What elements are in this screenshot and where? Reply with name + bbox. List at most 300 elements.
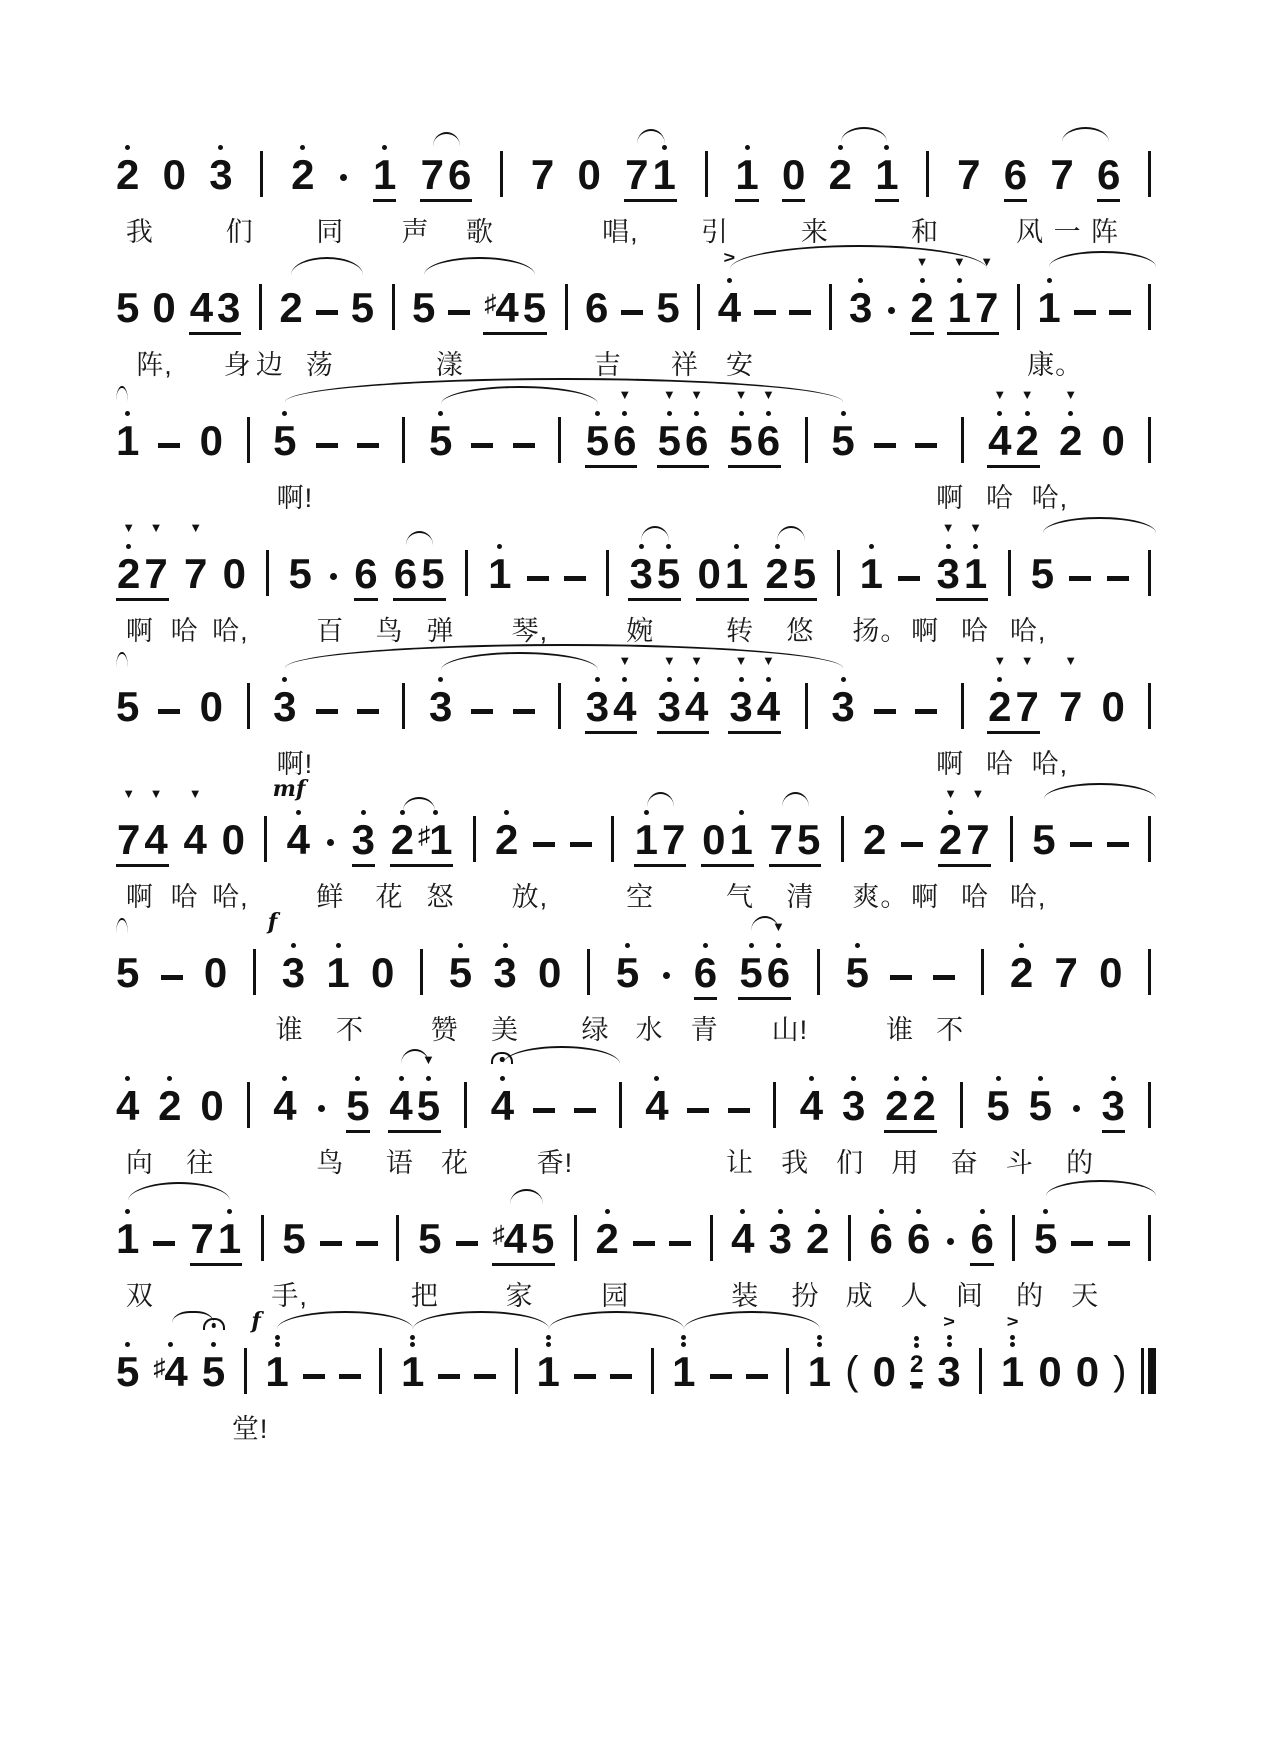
barline xyxy=(515,1348,518,1394)
octave-dots xyxy=(703,933,708,950)
octave-dot xyxy=(1111,1076,1116,1081)
octave-dot xyxy=(282,677,287,682)
octave-dots xyxy=(125,135,130,152)
note-token xyxy=(416,913,428,1000)
note-digit xyxy=(587,950,590,995)
lyric-syllable: 双 xyxy=(125,1281,154,1311)
lyric-syllable: 哈, xyxy=(1031,749,1069,779)
note-token xyxy=(585,248,608,335)
note-digit xyxy=(767,950,790,995)
lyric-row xyxy=(116,202,1156,245)
note-token xyxy=(163,115,186,202)
note-token xyxy=(870,1179,893,1266)
note-digit xyxy=(394,551,417,596)
digit-text: 6 xyxy=(684,417,709,464)
note-digit xyxy=(533,1083,555,1128)
note-token xyxy=(1004,115,1027,202)
note-digit xyxy=(817,950,820,995)
note-digit xyxy=(970,1216,993,1261)
digit-text: 0 xyxy=(162,151,186,198)
note-digit xyxy=(1037,285,1060,330)
note-digit xyxy=(1059,418,1082,463)
octave-dot xyxy=(497,544,502,549)
barline xyxy=(817,949,820,995)
note-digit xyxy=(488,551,511,596)
note-digit xyxy=(687,1083,709,1128)
octave-dot xyxy=(838,145,843,150)
lyric-syllable: 水 xyxy=(635,1015,664,1045)
digit-text: 1 xyxy=(729,816,753,863)
dash-note xyxy=(898,576,920,582)
digit-text: 2 xyxy=(390,816,415,863)
note-digit xyxy=(805,418,808,463)
octave-dot xyxy=(694,411,699,416)
staccato-mark xyxy=(942,514,955,534)
note-token xyxy=(660,913,672,1000)
digit-text: 4 xyxy=(189,284,214,331)
slur xyxy=(503,1046,621,1064)
note-token xyxy=(769,1046,781,1133)
octave-dots xyxy=(275,1332,280,1349)
note-token xyxy=(449,913,472,1000)
octave-dots xyxy=(1038,1066,1043,1083)
octave-dot xyxy=(667,411,672,416)
octave-dot xyxy=(817,1335,822,1340)
note-digit xyxy=(513,684,535,729)
octave-dot xyxy=(681,1342,686,1347)
note-digit xyxy=(697,551,720,596)
lyric-syllable: 啊 xyxy=(911,616,940,646)
note-digit xyxy=(158,1083,181,1128)
lyric-syllable: 的 xyxy=(1066,1148,1095,1178)
digit-text: 3 xyxy=(585,683,610,730)
octave-dots xyxy=(1010,1332,1015,1349)
note-token xyxy=(320,1179,342,1266)
note-token xyxy=(315,1046,327,1133)
note-token xyxy=(242,647,254,734)
staccato-mark: ▼ xyxy=(662,653,676,668)
accent-mark xyxy=(1007,1312,1019,1332)
digit-text: 5 xyxy=(657,417,681,464)
barline xyxy=(705,151,708,197)
beam-group xyxy=(884,1046,937,1133)
octave-dots xyxy=(815,1199,820,1216)
octave-dots xyxy=(869,534,874,551)
octave-dot xyxy=(946,544,951,549)
digit-text: 3 xyxy=(831,683,855,730)
note-digit xyxy=(1034,1216,1057,1261)
octave-dots xyxy=(973,534,978,551)
note-token xyxy=(728,1046,750,1133)
dash-note xyxy=(754,310,776,316)
note-token xyxy=(922,115,934,202)
lyric-syllable: 啊 xyxy=(936,483,965,513)
octave-dots xyxy=(622,401,627,418)
augmentation-dot xyxy=(340,174,347,181)
note-digit xyxy=(288,551,311,596)
octave-dot xyxy=(125,411,130,416)
note-digit xyxy=(574,1083,596,1128)
digit-text: 5 xyxy=(418,1215,442,1262)
note-token xyxy=(204,913,227,1000)
note-digit xyxy=(116,950,139,995)
digit-text: 2 xyxy=(885,1082,909,1129)
note-digit xyxy=(841,817,844,862)
octave-dot xyxy=(922,1076,927,1081)
barline xyxy=(1148,151,1151,197)
note-digit xyxy=(829,285,832,330)
note-digit xyxy=(291,152,314,197)
octave-dot xyxy=(855,943,860,948)
lyric-syllable: 一 xyxy=(1053,217,1082,247)
note-digit xyxy=(849,285,872,330)
note-digit xyxy=(937,1349,960,1394)
note-digit xyxy=(217,285,240,330)
barline xyxy=(247,683,250,729)
octave-dots xyxy=(211,1332,216,1349)
augmentation-dot xyxy=(888,307,895,314)
note-token xyxy=(209,115,232,202)
staccato-mark xyxy=(122,780,135,800)
staccato-mark xyxy=(189,514,202,534)
digit-text: 2 xyxy=(765,550,789,597)
staccato-mark: ▼ xyxy=(980,254,994,269)
note-digit xyxy=(710,1216,713,1261)
note-token xyxy=(493,913,516,1000)
note-digit xyxy=(266,551,269,596)
note-digit xyxy=(915,684,937,729)
octave-dots xyxy=(1068,401,1073,418)
lyric-syllable: 奋 xyxy=(950,1148,979,1178)
digit-text: 7 xyxy=(1015,683,1039,730)
note-digit xyxy=(1029,1083,1052,1128)
note-digit xyxy=(184,817,207,862)
digit-text: 7 xyxy=(183,550,208,597)
octave-dot xyxy=(776,943,781,948)
dash-note xyxy=(574,1108,596,1114)
octave-dot xyxy=(355,1076,360,1081)
note-digit xyxy=(1070,817,1092,862)
digit-text: 1 xyxy=(963,550,988,597)
octave-dots xyxy=(739,667,744,684)
system-row xyxy=(116,1309,1156,1442)
digit-text: 2 xyxy=(862,816,887,863)
note-token xyxy=(371,913,394,1000)
beam-group xyxy=(189,248,242,335)
note-digit xyxy=(465,551,468,596)
octave-dot xyxy=(546,1342,551,1347)
note-digit xyxy=(527,551,549,596)
note-token xyxy=(693,248,705,335)
note-digit xyxy=(493,1216,527,1261)
octave-dot xyxy=(766,411,771,416)
note-token xyxy=(595,1179,618,1266)
octave-dots xyxy=(167,1066,172,1083)
octave-dot xyxy=(275,1342,280,1347)
octave-dot xyxy=(739,411,744,416)
digit-text: 1 xyxy=(488,550,512,597)
barline xyxy=(392,284,395,330)
barline xyxy=(500,151,503,197)
note-digit xyxy=(957,152,980,197)
digit-text: 5 xyxy=(116,1348,140,1395)
octave-dot xyxy=(894,1076,899,1081)
lyric-syllable: 向 xyxy=(125,1148,154,1178)
note-digit xyxy=(890,950,912,995)
staccato-mark: ▼ xyxy=(771,919,785,934)
note-row xyxy=(116,112,1156,202)
note-digit xyxy=(429,684,452,729)
staccato-mark xyxy=(944,780,957,800)
octave-dots xyxy=(946,534,951,551)
note-digit xyxy=(863,817,886,862)
digit-text: 1 xyxy=(634,816,658,863)
note-digit xyxy=(484,285,518,330)
note-digit xyxy=(845,1349,858,1394)
digit-text: 2 xyxy=(1015,417,1039,464)
note-digit xyxy=(417,1083,440,1128)
dynamic-marking: f xyxy=(251,1308,261,1334)
octave-dot xyxy=(916,1209,921,1214)
augmentation-dot xyxy=(1073,1105,1080,1112)
note-digit xyxy=(988,418,1011,463)
note-digit xyxy=(429,418,452,463)
octave-dot xyxy=(126,544,131,549)
lyric-syllable: 引 xyxy=(701,217,730,247)
lyric-syllable: 啊! xyxy=(276,483,314,513)
octave-dot xyxy=(218,145,223,150)
digit-text: 4 xyxy=(164,1348,188,1395)
staccato-mark: ▼ xyxy=(762,653,775,668)
note-token xyxy=(1076,1312,1099,1399)
digit-text: 6 xyxy=(585,284,609,331)
note-digit xyxy=(448,285,470,330)
note-token xyxy=(248,913,260,1000)
note-digit xyxy=(420,950,423,995)
lyric-syllable: 们 xyxy=(225,217,254,247)
note-token xyxy=(117,514,140,596)
dash-note xyxy=(533,842,555,848)
note-digit xyxy=(161,950,183,995)
note-digit xyxy=(354,551,377,596)
note-digit xyxy=(247,1083,250,1128)
digit-text: 3 xyxy=(493,949,517,996)
digit-text: 3 xyxy=(729,683,753,730)
note-digit xyxy=(412,285,435,330)
dash-note xyxy=(153,1241,175,1247)
barline xyxy=(473,816,476,862)
digit-text: 5 xyxy=(729,417,753,464)
lyric-syllable: 怒 xyxy=(426,882,455,912)
octave-dots xyxy=(681,1332,686,1349)
note-digit xyxy=(357,418,379,463)
note-token xyxy=(158,1046,181,1133)
note-token xyxy=(910,1313,923,1385)
staccato-mark: ▼ xyxy=(662,387,676,402)
lyric-syllable: 哈 xyxy=(986,483,1014,513)
digit-text: 4 xyxy=(495,284,519,331)
staccato-mark: ▼ xyxy=(971,786,985,801)
digit-text: 2 xyxy=(910,284,934,331)
note-digit xyxy=(117,551,140,596)
octave-dot xyxy=(1010,1342,1015,1347)
octave-dots xyxy=(497,534,502,551)
lyric-syllable: 漾 xyxy=(435,350,464,380)
system-row xyxy=(116,378,1156,511)
note-token xyxy=(873,1312,896,1399)
digit-text: 5 xyxy=(116,284,140,331)
note-token xyxy=(1071,1046,1083,1133)
note-digit xyxy=(939,817,962,862)
note-digit xyxy=(303,1349,325,1394)
digit-text: 6 xyxy=(613,417,637,464)
dash-note xyxy=(1074,310,1096,316)
note-digit xyxy=(191,1216,214,1261)
octave-dot xyxy=(382,145,387,150)
barline xyxy=(841,816,844,862)
note-digit xyxy=(356,1216,378,1261)
note-digit xyxy=(888,285,895,330)
digit-text: 6 xyxy=(869,1215,893,1262)
lyric-syllable: 身 xyxy=(223,350,252,380)
staccato-mark: ▼ xyxy=(944,786,957,801)
digit-text: 1 xyxy=(536,1348,560,1395)
staccato-mark: ▼ xyxy=(188,786,202,801)
digit-text: 1 xyxy=(735,151,759,198)
note-digit xyxy=(564,551,586,596)
octave-dot xyxy=(973,544,978,549)
note-token xyxy=(845,1312,858,1399)
dash-note xyxy=(1071,1241,1093,1247)
beam-group xyxy=(987,647,1040,734)
note-digit xyxy=(966,817,989,862)
note-token xyxy=(806,1179,829,1266)
note-digit xyxy=(746,1349,768,1394)
staccato-mark: ▼ xyxy=(421,1052,435,1067)
staccato-mark: ▼ xyxy=(690,387,704,402)
note-token xyxy=(621,248,643,335)
barline xyxy=(926,151,929,197)
lyric-syllable: 鸟 xyxy=(316,1148,345,1178)
digit-text: 1 xyxy=(875,151,899,198)
octave-dots xyxy=(957,268,962,285)
digit-text: 5 xyxy=(792,550,817,597)
augmentation-dot xyxy=(947,1238,954,1245)
augmentation-dot xyxy=(663,972,670,979)
barline xyxy=(848,1215,851,1261)
note-digit xyxy=(373,152,396,197)
staccato-mark: ▼ xyxy=(149,786,163,801)
note-token xyxy=(1001,1312,1024,1399)
dash-note xyxy=(610,1374,632,1380)
lyric-syllable: 谁 xyxy=(886,1015,915,1045)
lyric-syllable: 人 xyxy=(900,1281,929,1311)
note-digit xyxy=(558,684,561,729)
note-digit xyxy=(379,1349,382,1394)
digit-text: 2 xyxy=(291,151,315,198)
octave-dots xyxy=(914,1333,919,1350)
note-token xyxy=(769,1179,792,1266)
octave-dot xyxy=(654,1076,659,1081)
note-digit xyxy=(870,1216,893,1261)
digit-text: 2 xyxy=(938,816,963,863)
note-digit xyxy=(578,152,601,197)
note-digit xyxy=(392,285,395,330)
note-digit xyxy=(1101,418,1124,463)
lyric-syllable: 山! xyxy=(771,1015,809,1045)
note-digit xyxy=(1099,950,1122,995)
note-token xyxy=(158,381,180,468)
dash-note xyxy=(320,1241,342,1247)
note-digit xyxy=(885,1083,908,1128)
barline xyxy=(247,1082,250,1128)
dash-note xyxy=(303,1374,325,1380)
digit-text: 6 xyxy=(906,1215,931,1262)
octave-dots xyxy=(948,800,953,817)
lyric-syllable: 阵, xyxy=(136,350,173,380)
digit-text: 4 xyxy=(144,816,168,863)
note-digit xyxy=(330,551,337,596)
lyric-syllable: 百 xyxy=(316,616,345,646)
dash-note xyxy=(161,975,183,981)
staccato-mark xyxy=(971,780,984,800)
note-token xyxy=(1099,913,1122,1000)
note-token xyxy=(346,1046,369,1133)
note-digit xyxy=(656,285,679,330)
barline xyxy=(1148,816,1151,862)
digit-text: 7 xyxy=(966,816,990,863)
barline xyxy=(960,1082,963,1128)
dash-note xyxy=(158,443,180,449)
note-digit xyxy=(1107,817,1129,862)
note-token xyxy=(633,1179,655,1266)
digit-text: 3 xyxy=(273,683,297,730)
note-digit xyxy=(1010,817,1013,862)
augmentation-dot xyxy=(318,1105,325,1112)
note-digit xyxy=(874,418,896,463)
octave-dots xyxy=(125,1199,130,1216)
dash-note xyxy=(669,1241,691,1247)
lyric-row xyxy=(116,601,1156,644)
note-token xyxy=(687,1046,709,1133)
note-digit xyxy=(1008,551,1011,596)
staccato-mark: ▼ xyxy=(122,520,136,535)
barline xyxy=(465,550,468,596)
lyric-syllable: 扮 xyxy=(791,1281,820,1311)
lyric-syllable: 唱, xyxy=(602,217,639,247)
note-digit xyxy=(200,418,223,463)
octave-dot xyxy=(739,810,744,815)
note-digit xyxy=(586,418,609,463)
note-digit xyxy=(915,418,937,463)
note-digit xyxy=(1108,1216,1130,1261)
octave-dot xyxy=(125,1342,130,1347)
digit-text: 5 xyxy=(585,417,610,464)
note-digit xyxy=(611,817,614,862)
note-digit xyxy=(320,1216,342,1261)
octave-dot xyxy=(1010,1335,1015,1340)
note-row xyxy=(116,1309,1156,1399)
note-digit xyxy=(910,285,933,330)
dash-note xyxy=(471,709,493,715)
lyric-syllable: 阵 xyxy=(1091,217,1120,247)
octave-dots xyxy=(817,1332,822,1349)
staccato-mark xyxy=(1021,647,1034,667)
staccato-mark: ▼ xyxy=(734,387,748,402)
barline xyxy=(558,417,561,463)
digit-text: 5 xyxy=(530,1215,555,1262)
dash-note xyxy=(1069,576,1091,582)
